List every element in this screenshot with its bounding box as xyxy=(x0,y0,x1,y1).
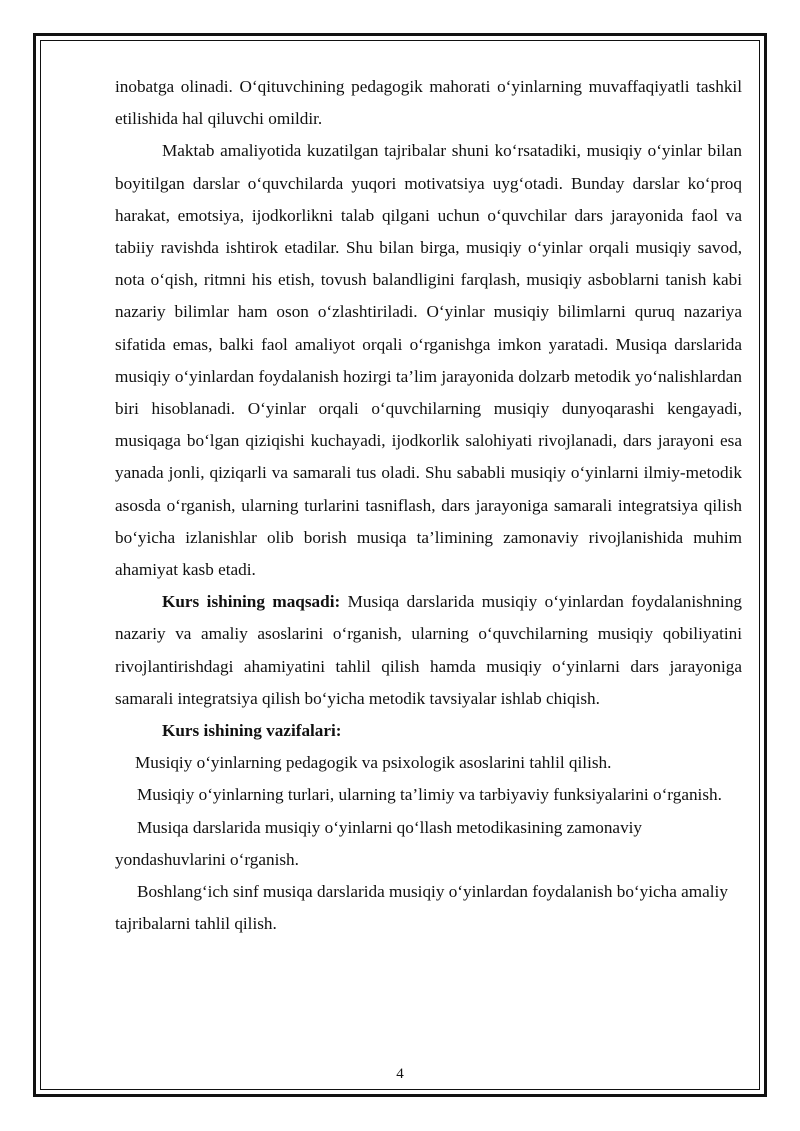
task-item: Musiqiy o‘yinlarning turlari, ularning ta’limiy va tarbiyaviy funksiyalarini o‘rganish. xyxy=(137,785,722,805)
goal-label: Kurs ishining maqsadi: xyxy=(162,592,341,612)
page-number: 4 xyxy=(396,1066,404,1082)
goal-text: Musiqa darslarida musiqiy o‘yinlardan foydalanishning nazariy va amaliy asoslarini o‘rganish, ularning o‘quvchilarning musiqiy qobiliyatini rivojlantirishdagi ahamiyatini tahlil qilish hamda musiqiy o‘yinlarni dars jarayoniga samarali integratsiya qilish bo‘yicha metodik tavsiyalar ishlab chiqish. xyxy=(115,592,743,708)
tasks-heading: Kurs ishining vazifalari: xyxy=(162,721,342,741)
task-item: Boshlang‘ich sinf musiqa darslarida musiqiy o‘yinlardan foydalanish bo‘yicha amaliy tajribalarni tahlil qilish. xyxy=(115,882,728,934)
page-content xyxy=(115,71,742,940)
task-item: Musiqiy o‘yinlarning pedagogik va psixologik asoslarini tahlil qilish. xyxy=(135,753,612,773)
paragraph-continuation: inobatga olinadi. O‘qituvchining pedagogik mahorati o‘yinlarning muvaffaqiyatli tashkil etilishida hal qiluvchi omildir. xyxy=(115,77,742,129)
paragraph-goal xyxy=(115,586,742,715)
task-item: Musiqa darslarida musiqiy o‘yinlarni qo‘llash metodikasining zamonaviy yondashuvlarini o‘rganish. xyxy=(115,817,643,869)
paragraph-school-practice: Maktab amaliyotida kuzatilgan tajribalar shuni ko‘rsatadiki, musiqiy o‘yinlar bilan boyitilgan darslar o‘quvchilarda yuqori motivatsiya uyg‘otadi. Bunday darslar ko‘proq harakat, emotsiya, ijodkorlikni talab qilgani uchun o‘quvchilar dars jarayonida faol va tabiiy ravishda ishtirok etadilar. Shu bilan birga, musiqiy o‘yinlar orqali musiqiy savod, nota o‘qish, ritmni his etish, tovush balandligini farqlash, musiqiy asboblarni tanish kabi nazariy bilimlar ham oson o‘zlashtiriladi. O‘yinlar musiqiy bilimlarni quruq nazariya sifatida emas, balki faol amaliyot orqali o‘rganishga imkon yaratadi. Musiqa darslarida musiqiy o‘yinlardan foydalanish hozirgi ta’lim jarayonida dolzarb metodik yo‘nalishlardan biri hisoblanadi. O‘yinlar orqali o‘quvchilarning musiqiy dunyoqarashi kengayadi, musiqaga bo‘lgan qiziqishi kuchayadi, ijodkorlik salohiyati rivojlanadi, dars jarayoni esa yanada jonli, qiziqarli va samarali tus oladi. Shu sababli musiqiy o‘yinlarni ilmiy-metodik asosda o‘rganish, ularning turlarini tasniflash, dars jarayoniga samarali integratsiya qilish bo‘yicha izlanishlar olib borish musiqa ta’limining zamonaviy rivojlanishida muhim ahamiyat kasb etadi. xyxy=(115,141,742,580)
